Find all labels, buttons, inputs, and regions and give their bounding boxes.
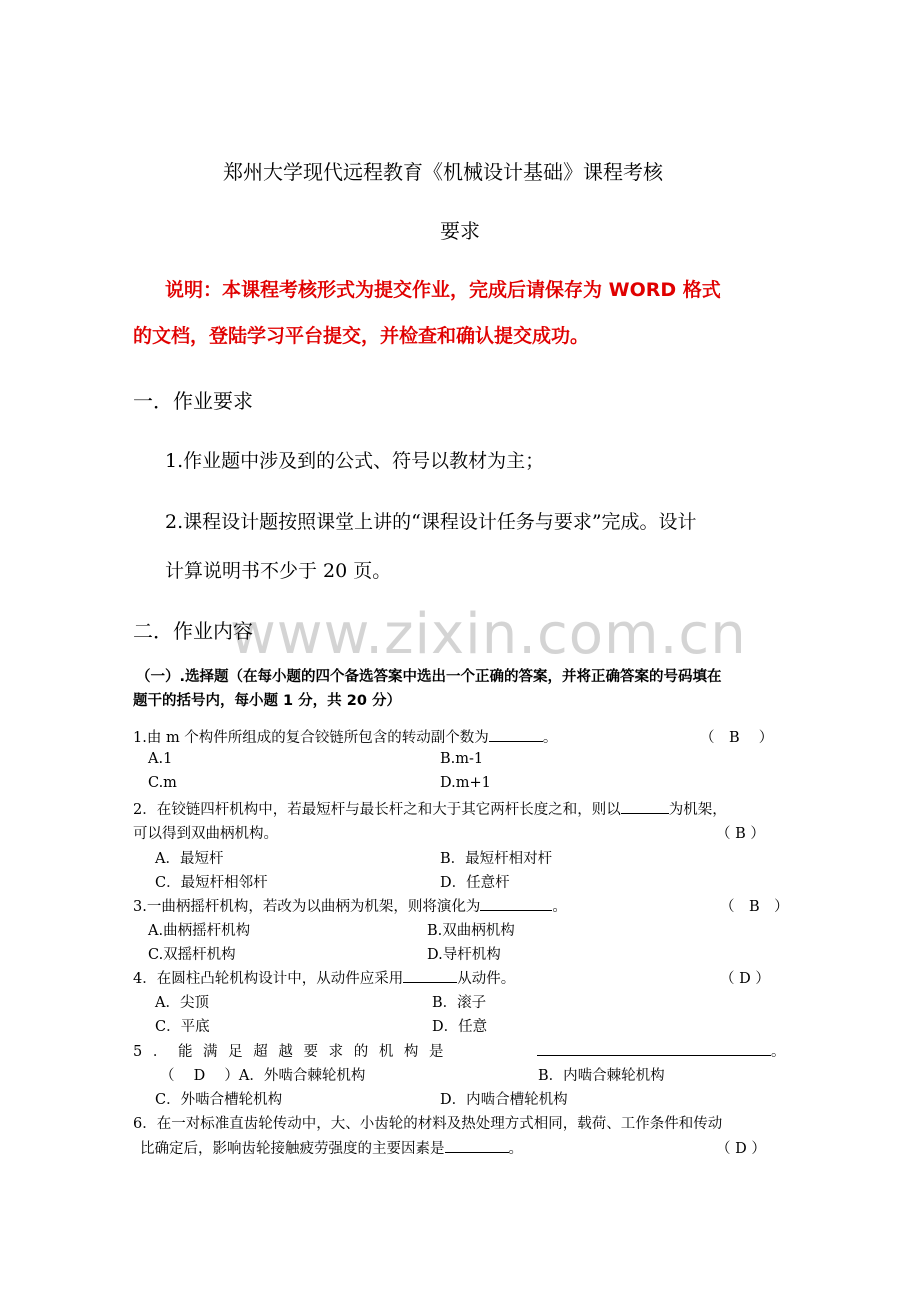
q5-option-c: C．外啮合槽轮机构 [155, 1092, 283, 1108]
q5-option-d: D．内啮合槽轮机构 [440, 1092, 568, 1108]
q4-option-d: D．任意 [432, 1019, 488, 1035]
q1-option-b: B.m-1 [440, 751, 484, 767]
q3-stem-suffix: 。 [552, 899, 567, 915]
q1-option-a: A.1 [148, 751, 173, 767]
q4-option-c: C．平底 [155, 1019, 210, 1035]
q5-blank [537, 1041, 771, 1056]
requirement-1: 1.作业题中涉及到的公式、符号以教材为主； [165, 450, 545, 472]
section1-heading: 一．作业要求 [133, 389, 253, 413]
q1-answer: （ B ） [700, 730, 774, 746]
requirement-2-line2: 计算说明书不少于 20 页。 [165, 560, 392, 582]
q5-blank-line [537, 1040, 786, 1061]
q3-stem [133, 895, 567, 916]
q4-stem [133, 967, 515, 988]
requirement-2-line1: 2.课程设计题按照课堂上讲的“课程设计任务与要求”完成。设计 [165, 511, 697, 533]
q3-stem-prefix: 3.一曲柄摇杆机构，若改为以曲柄为机架，则将演化为 [133, 899, 481, 915]
q3-option-a: A.曲柄摇杆机构 [148, 923, 251, 939]
q4-stem-suffix: 从动件。 [457, 971, 516, 987]
q4-option-b: B．滚子 [432, 995, 487, 1011]
q5-answer-and-option-a: （ D ）A．外啮合棘轮机构 [160, 1068, 366, 1084]
q3-option-d: D.导杆机构 [427, 947, 501, 963]
mc-intro-line2: 题干的括号内，每小题 1 分，共 20 分） [133, 693, 401, 709]
q6-blank [445, 1138, 509, 1153]
document-title-line2: 要求 [440, 219, 480, 243]
q2-stem [133, 798, 727, 819]
q3-blank [480, 896, 552, 911]
q1-stem-suffix: 。 [542, 730, 558, 746]
section2-heading: 二．作业内容 [133, 619, 253, 643]
document-title-line1: 郑州大学现代远程教育《机械设计基础》课程考核 [223, 160, 663, 184]
q2-stem-prefix: 2．在铰链四杆机构中，若最短杆与最长杆之和大于其它两杆长度之和，则以 [133, 802, 621, 818]
q2-option-c: C．最短杆相邻杆 [155, 875, 268, 891]
q3-option-c: C.双摇杆机构 [148, 947, 236, 963]
q2-option-b: B．最短杆相对杆 [440, 851, 553, 867]
mc-intro-line1: （一）.选择题（在每小题的四个备选答案中选出一个正确的答案，并将正确答案的号码填在 [136, 669, 722, 685]
q6-stem-suffix: 。 [508, 1141, 523, 1157]
q4-stem-prefix: 4．在圆柱凸轮机构设计中，从动件应采用 [133, 971, 404, 987]
q3-answer: （ B ） [720, 899, 789, 915]
notice-line1: 说明：本课程考核形式为提交作业，完成后请保存为 WORD 格式 [165, 279, 721, 301]
q6-answer: （ D ） [716, 1141, 766, 1157]
q1-blank [489, 727, 543, 742]
notice-line2: 的文档，登陆学习平台提交，并检查和确认提交成功。 [133, 325, 590, 347]
q2-option-a: A．最短杆 [155, 851, 224, 867]
q1-stem [133, 726, 557, 747]
q4-answer: （ D ） [720, 971, 770, 987]
q4-option-a: A．尖顶 [155, 995, 209, 1011]
q1-option-c: C.m [148, 775, 177, 791]
q5-stem-suffix: 。 [771, 1044, 786, 1060]
q5-option-b: B．内啮合棘轮机构 [538, 1068, 665, 1084]
q6-stem-line1: 6．在一对标准直齿轮传动中，大、小齿轮的材料及热处理方式相同，载荷、工作条件和传动 [133, 1116, 723, 1132]
watermark: www.zixin.com.cn [230, 602, 747, 667]
q4-blank [403, 968, 457, 983]
q2-option-d: D．任意杆 [440, 875, 510, 891]
q1-option-d: D.m+1 [440, 775, 491, 791]
q6-stem-prefix: 比确定后，影响齿轮接触疲劳强度的主要因素是 [140, 1141, 445, 1157]
q3-option-b: B.双曲柄机构 [427, 923, 515, 939]
q1-stem-prefix: 1.由 m 个构件所组成的复合铰链所包含的转动副个数为 [133, 730, 489, 746]
q2-stem-line2: 可以得到双曲柄机构。 [133, 826, 278, 842]
q2-answer: （ B ） [716, 826, 765, 842]
q6-stem-line2 [140, 1137, 523, 1158]
q2-blank [621, 799, 669, 814]
q2-stem-suffix: 为机架， [668, 802, 727, 818]
q5-stem: 5 ． 能 满 足 超 越 要 求 的 机 构 是 [133, 1044, 444, 1060]
